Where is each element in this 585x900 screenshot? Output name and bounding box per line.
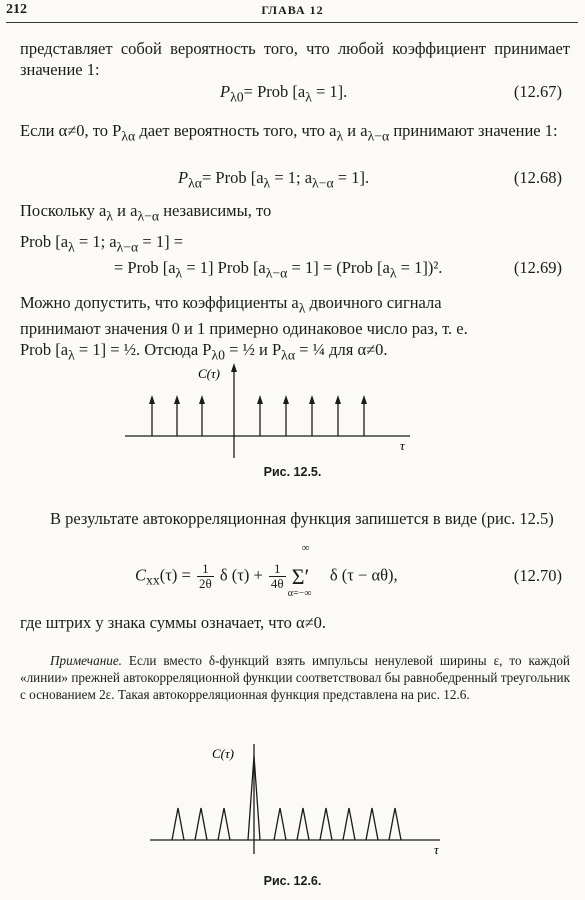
chapter-title: ГЛАВА 12: [261, 3, 324, 17]
figure-12-5-caption: Рис. 12.5.: [263, 465, 322, 479]
equation-12-67: $P_{\lambda 0}=$ Prob $[a_\lambda = 1]$. (12.67): [220, 82, 562, 105]
axis-y-label: C(τ): [212, 746, 234, 761]
paragraph-1: представляет собой вероятность того, что любой коэффициент принимает значение 1:: [20, 39, 570, 79]
figure-12-5: [110, 360, 440, 460]
note-text: Если вместо δ-функций взять импульсы ненулевой ширины ε, то каждой «линии» прежней автокорреляционной функции соответствовал бы равнобедренный треугольник с основанием 2ε. Такая автокорреляционная функция представлена на рис. 12.6.: [20, 653, 570, 702]
impulse-arrowhead: [283, 395, 289, 404]
triangle-pulse: [195, 808, 207, 840]
axis-x-label: τ: [400, 438, 405, 453]
equation-number: (12.67): [513, 82, 562, 101]
figure-12-6: [140, 738, 460, 858]
impulse-arrowhead: [335, 395, 341, 404]
equation-number: (12.70): [513, 566, 562, 585]
impulse-arrowhead: [361, 395, 367, 404]
triangle-pulse: [297, 808, 309, 840]
equation-12-70: $C_{xx}(\tau)$ = $\frac{1}{2\theta}$ δ (τ) + $\frac{1}{4\theta}$ ∞ Σ′ α=−∞ δ (τ − αθ), (12.70): [135, 541, 562, 599]
paragraph-6: где штрих у знака суммы означает, что α≠0.: [20, 613, 327, 632]
triangle-pulse: [172, 808, 184, 840]
triangle-pulse: [320, 808, 332, 840]
paragraph-5: В результате автокорреляционная функция запишется в виде (рис. 12.5): [50, 509, 554, 528]
triangle-pulse: [343, 808, 355, 840]
equation-12-69-line1: Prob [$a_\lambda = 1$; $a_{\lambda-\alpha} = 1$] =: [20, 232, 184, 255]
page-number: 212: [6, 2, 27, 17]
note-paragraph: [20, 652, 570, 703]
triangle-pulse: [366, 808, 378, 840]
axis-y-label: C(τ): [198, 366, 220, 381]
paragraph-4: Можно допустить, что коэффициенты $a_\lambda$ двоичного сигнала принимают значения 0 и 1 примерно одинаковое число раз, т. е. Prob $[a_\lambda = 1]$ = ½. Отсюда $P_{\lambda 0}$ = ½ и $P_{\lambda\alpha}$ = ¼ для α≠0.: [20, 293, 468, 363]
header-rule: [6, 22, 578, 23]
equation-12-69-line2: = Prob $[a_\lambda = 1]$ Prob $[a_{\lambda-\alpha} = 1]$ = (Prob $[a_\lambda = 1])^2$. (12.69): [114, 258, 562, 281]
impulse-arrowhead: [309, 395, 315, 404]
axis-x-label: τ: [434, 842, 439, 857]
triangle-pulse: [274, 808, 286, 840]
note-label: Примечание.: [50, 653, 122, 668]
impulse-arrowhead: [149, 395, 155, 404]
equation-12-68: $P_{\lambda\alpha}=$ Prob [$a_\lambda = 1$; $a_{\lambda-\alpha} = 1$]. (12.68): [178, 168, 562, 191]
impulse-arrowhead: [174, 395, 180, 404]
impulse-arrowhead: [257, 395, 263, 404]
impulse-arrowhead: [199, 395, 205, 404]
triangle-pulse: [389, 808, 401, 840]
triangle-pulse: [218, 808, 230, 840]
figure-12-6-caption: Рис. 12.6.: [263, 874, 322, 888]
paragraph-2: Если α≠0, то $P_{\lambda\alpha}$ дает вероятность того, что $a_\lambda$ и $a_{\lambda-\alpha}$ принимают значение 1:: [20, 121, 558, 144]
paragraph-3: Поскольку $a_\lambda$ и $a_{\lambda-\alpha}$ независимы, то: [20, 201, 272, 224]
equation-number: (12.68): [513, 168, 562, 187]
equation-number: (12.69): [513, 258, 562, 277]
page-header: [0, 2, 585, 20]
central-impulse-arrowhead: [231, 363, 237, 372]
